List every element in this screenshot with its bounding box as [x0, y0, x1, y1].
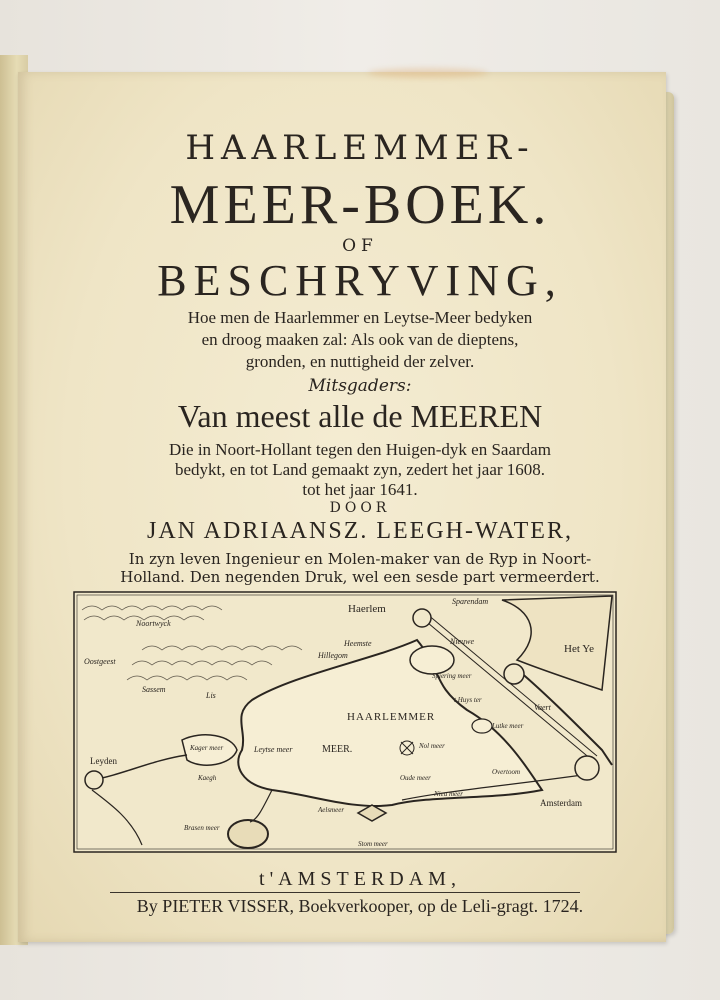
map-label-huys-ter: t Huys ter	[454, 696, 482, 704]
map-label-overtoom: Overtoom	[492, 768, 520, 776]
map-label-leyden: Leyden	[90, 756, 117, 766]
map-label-heemste: Heemste	[344, 639, 372, 648]
title-line-3: OF	[342, 236, 378, 256]
map-label-amsterdam: Amsterdam	[540, 798, 582, 808]
author-description-1: In zyn leven Ingenieur en Molen-maker van de Ryp in Noort-	[128, 550, 592, 568]
map-label-stom-meer: Stom meer	[358, 840, 388, 848]
map-label-haarlemmer: HAARLEMMER	[347, 711, 436, 723]
imprint-place: t'AMSTERDAM,	[259, 868, 461, 890]
title-line-2: MEER-BOEK.	[169, 174, 551, 236]
imprint-rule	[110, 892, 580, 893]
subtitle-line-1: Hoe men de Haarlemmer en Leytse-Meer bedyken	[187, 308, 533, 327]
map-label-lutke-meer: Lutke meer	[492, 722, 524, 730]
map-label-leytse-meer: Leytse meer	[254, 745, 293, 754]
author-name: JAN ADRIAANSZ. LEEGH-WATER,	[147, 518, 573, 544]
map-label-spiering-meer: Spiering meer	[432, 672, 472, 680]
map-label-oude-meer: Oude meer	[400, 774, 431, 782]
mitsgaders-line: Mitsgaders:	[308, 376, 412, 396]
secondary-title: Van meest alle de MEEREN	[177, 398, 543, 434]
map-label-sparendam: Sparendam	[452, 597, 489, 606]
paper-stain	[368, 68, 488, 78]
map-label-nol-meer: Nol meer	[419, 742, 445, 750]
map-label-vaert: Vaert	[534, 703, 551, 712]
map-label-brasen-meer: Brasen meer	[184, 824, 220, 832]
engraved-map	[72, 590, 618, 854]
map-label-lis: Lis	[206, 691, 216, 700]
map-label-nieuwe: Nieuwe	[450, 637, 474, 646]
author-description-2: Holland. Den negenden Druk, wel een sesde part vermeerdert.	[120, 568, 600, 586]
door-line: DOOR	[329, 500, 391, 516]
map-label-meer: MEER.	[322, 744, 353, 755]
map-label-haerlem: Haerlem	[348, 603, 386, 615]
imprint-publisher: By PIETER VISSER, Boekverkooper, op de Leli-gragt. 1724.	[136, 896, 584, 916]
description-line-2: bedykt, en tot Land gemaakt zyn, zedert het jaar 1608.	[174, 460, 546, 479]
map-label-oostgeest: Oostgeest	[84, 657, 116, 666]
map-label-het-ye: Het Ye	[564, 643, 594, 655]
title-line-4: BESCHRYVING,	[157, 256, 563, 305]
subtitle-line-2: en droog maaken zal: Als ook van de dieptens,	[201, 330, 519, 349]
title-line-1: HAARLEMMER-	[185, 128, 535, 168]
description-line-1: Die in Noort-Hollant tegen den Huigen-dyk en Saardam	[169, 440, 551, 459]
subtitle-line-3: gronden, en nuttigheid der zelver.	[245, 352, 475, 371]
map-label-nieu-meer: Nieu meer	[434, 790, 463, 798]
map-label-kaegh: Kaegh	[198, 774, 217, 782]
map-label-hillegom: Hillegom	[318, 651, 348, 660]
map-label-aelsmeer: Aelsmeer	[318, 806, 345, 814]
map-label-kager-meer: Kager meer	[190, 744, 224, 752]
description-line-3: tot het jaar 1641.	[302, 480, 418, 499]
map-label-noortwyck: Noortwyck	[136, 619, 171, 628]
map-label-sassem: Sassem	[142, 685, 166, 694]
